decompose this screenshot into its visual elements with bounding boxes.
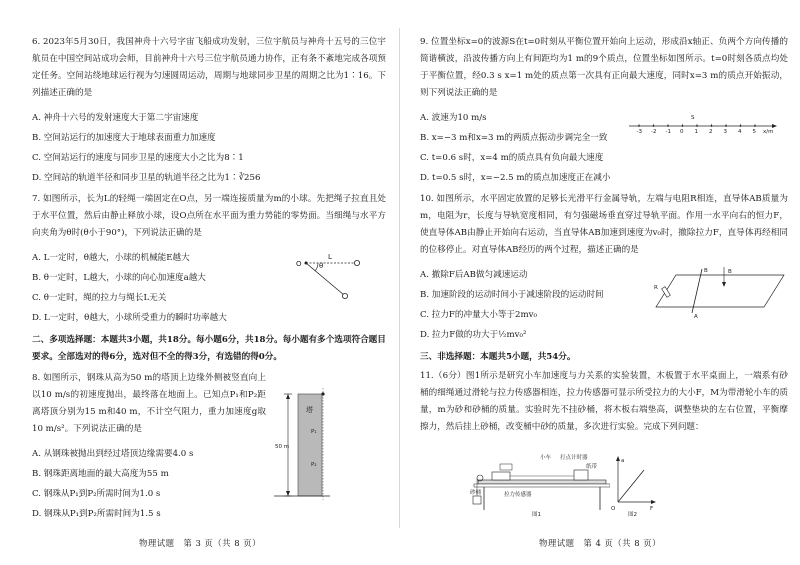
- axis-unit-label: x/m: [763, 129, 774, 134]
- question-7-option-b: B. θ一定时，L越大，小球的向心加速度a越大: [32, 273, 206, 283]
- question-10-option-d: D. 拉力F做的功大于½mv₀²: [420, 330, 527, 340]
- figure-1-caption: 图1: [532, 512, 541, 518]
- resistor-label: R: [654, 285, 658, 291]
- rail-figure: [652, 263, 788, 319]
- question-7-option-a: A. L一定时，θ越大，小球的机械能E越大: [32, 253, 190, 263]
- a-f-line: [618, 470, 644, 502]
- a-axis-label: a: [621, 458, 625, 464]
- f-axis-label: F: [650, 506, 654, 512]
- question-8-option-b: B. 钢珠距离地面的最大高度为55 m: [32, 469, 169, 479]
- section-3-heading: 三、非选择题：本题共5小题，共54分。: [420, 352, 576, 362]
- point-a-label: A: [694, 314, 698, 319]
- wave-axis-figure: [625, 112, 785, 134]
- question-6-option-d: D. 空间站的轨道半径和同步卫星的轨道半径之比为1∶∛256: [32, 173, 261, 183]
- conductor-ab: [692, 269, 702, 313]
- question-6-stem: 6. 2023年5月30日，我国神舟十六号字宙飞船成功发射，三位宇航员与神舟十五号的三位宇航员在中国空间站成功会师，目前神舟十六号三位宇航员通力协作，正有条不紊地完成各项预定任务。空间站绕地球运行视为匀速圆周运动，周期与地球同步卫星的周期之比为1∶16。下列描述正确的是: [32, 37, 386, 98]
- question-10-option-b: B. 加速阶段的运动时间小于减速阶段的运动时间: [420, 290, 604, 300]
- question-10-stem: 10. 如图所示，水平固定放置的足够长光滑平行金属导轨，左端与电阻R相连，直导体AB质量为m，电阻为r，长度与导轨宽度相同，有匀强磁场垂直穿过导轨平面。作用一水平向右的恒力F，使直导体AB由静止开始向右运动，当直导体AB加速到速度为v₀时，撤除拉力F，直导体再经相同的位移停止。对直导体AB经历的两个过程，描述正确的是: [420, 194, 788, 255]
- height-label: 50 m: [275, 444, 290, 450]
- particle-dot: [711, 125, 713, 127]
- angle-arc: [315, 263, 318, 271]
- particle-dot: [740, 125, 742, 127]
- question-7-option-c: C. θ一定时，绳的拉力与绳长L无关: [32, 293, 167, 303]
- p2-label: P₂: [311, 462, 317, 468]
- tower-figure: [274, 388, 330, 500]
- a-f-graph-figure-2: [608, 452, 658, 518]
- source-label: S: [691, 115, 695, 121]
- timer-label: 打点计时器: [560, 455, 588, 461]
- particle-dot: [682, 125, 684, 127]
- question-6-option-a: A. 神舟十六号的发射速度大于第二宇宙速度: [32, 113, 199, 123]
- left-page-footer: 物理试题 第 3 页（共 8 页）: [139, 538, 261, 548]
- axis-ticks: [637, 124, 757, 134]
- question-8-stem: 8. 如图所示，钢珠从高为50 m的塔顶上边缘外侧被竖直向上以10 m/s的初速度抛出，最终落在地面上。已知点P₁和P₂距离塔顶分别为15 m和40 m，不计空气阻力，重力加速度g取10 m/s²。下列说法正确的是: [32, 373, 266, 434]
- question-7-option-d: D. L一定时，θ越大，小球所受重力的瞬时功率越大: [32, 313, 227, 323]
- axis-tick-label: 3: [723, 129, 727, 134]
- cart: [492, 472, 510, 480]
- question-10-option-c: C. 拉力F的冲量大小等于2mv₀: [420, 310, 537, 320]
- p1-label: P₁: [311, 429, 317, 435]
- steel-ball: [321, 392, 324, 395]
- particle-dot: [653, 125, 655, 127]
- pendulum-figure: [292, 245, 372, 305]
- question-6-option-b: B. 空间站运行的加速度大于地球表面重力加速度: [32, 133, 216, 143]
- figure-2-caption: 图2: [628, 512, 637, 518]
- question-10-option-a: A. 撤除F后AB做匀减速运动: [420, 270, 528, 280]
- particle-dot: [667, 125, 669, 127]
- sensor-label: 拉力传感器: [504, 492, 532, 498]
- pivot-label: O: [296, 260, 302, 268]
- origin-label: O: [611, 506, 616, 512]
- sand-bucket: [473, 496, 481, 504]
- axis-tick-label: 1: [694, 129, 698, 134]
- axis-tick-label: -3: [636, 129, 642, 134]
- question-9-stem: 9. 位置坐标x=0的波源S在t=0时刻从平衡位置开始向上运动，形成沿x轴正、负两个方向传播的简谐横波，沿波传播方向上有间距均为1 m的9个质点，位置坐标如图所示。t=0时刻各质点均处于平衡位置，经0.3 s x=1 m处的质点第一次具有正向最大速度，同时x=3 m的质点开始振动，则下列说法正确的是: [420, 37, 788, 98]
- ball: [342, 293, 347, 298]
- cart-label: 小车: [540, 455, 552, 461]
- question-6-option-c: C. 空间站运行的速度与同步卫星的速度大小之比为8∶1: [32, 153, 244, 163]
- axis-tick-label: -2: [651, 129, 657, 134]
- tape-label: 纸带: [586, 464, 598, 470]
- question-7-stem: 7. 如图所示，长为L的轻绳一端固定在O点，另一端连接质量为m的小球。先把绳子拉直且处于水平位置，然后由静止释放小球，设O点所在水平面为重力势能的零势面。当细绳与水平方向夹角为θ时(θ小于90°)，下列说法正确的是: [32, 194, 386, 238]
- string-line: [306, 263, 344, 295]
- table-top: [474, 484, 610, 487]
- timer: [574, 470, 588, 480]
- experiment-apparatus-figure-1: [470, 450, 610, 518]
- board: [478, 480, 606, 484]
- question-8-option-c: C. 钢珠从P₁到P₂所需时间为1.0 s: [32, 489, 161, 499]
- particle-dot: [696, 125, 698, 127]
- particle-dot: [638, 125, 640, 127]
- question-8-option-d: D. 钢珠从P₁到P₂所需时间为1.5 s: [32, 509, 161, 519]
- axis-tick-label: 0: [680, 129, 684, 134]
- axis-tick-label: 2: [709, 129, 713, 134]
- right-page-footer: 物理试题 第 4 页（共 8 页）: [539, 538, 661, 548]
- x-axis-arrow: [772, 124, 777, 128]
- axis-tick-label: 4: [738, 129, 742, 134]
- rail-plane: [656, 275, 784, 307]
- bucket-label: 砂桶: [470, 490, 482, 496]
- ball-initial: [354, 260, 359, 265]
- particle-dot: [754, 125, 756, 127]
- question-8-option-a: A. 从钢珠被抛出到经过塔顶边缘需要4.0 s: [32, 449, 194, 459]
- b-field-arrow-head: [722, 282, 726, 287]
- arrow-head-top: [286, 394, 290, 399]
- right-page: [400, 0, 800, 565]
- section-2-heading: 二、多项选择题：本题共3小题，共18分。每小题6分，共18分。每小题有多个选项符合题目要求。全部选对的得6分，选对但不全的得3分，有选错的得0分。: [32, 335, 386, 362]
- particle-dot: [725, 125, 727, 127]
- question-9-option-a: A. 波速为10 m/s: [420, 113, 487, 123]
- point-b-label: B: [704, 268, 708, 274]
- question-11-stem: 11.（6分）图1所示是研究小车加速度与力关系的实验装置，木板置于水平桌面上，一端系有砂桶的细绳通过滑轮与拉力传感器相连，拉力传感器可显示所受拉力的大小F，M为带滑轮小车的质量，m为砂和砂桶的质量。实验时先不挂砂桶，将木板右端垫高，调整垫块的左右位置，平衡摩擦力，然后挂上砂桶，改变桶中砂的质量，多次进行实验。完成下列问题：: [420, 371, 788, 432]
- question-9-option-d: D. t=0.5 s时，x=−2.5 m的质点加速度正在减小: [420, 173, 611, 183]
- axis-tick-label: 5: [752, 129, 756, 134]
- magnetic-field-label: B: [728, 269, 732, 275]
- a-axis-arrow: [616, 456, 620, 461]
- f-axis-arrow: [651, 500, 656, 504]
- theta-label: θ: [319, 262, 324, 270]
- length-label: L: [328, 253, 332, 261]
- question-9-option-b: B. x=−3 m和x=3 m的两质点振动步调完全一致: [420, 133, 608, 143]
- force-sensor: [500, 464, 512, 470]
- axis-tick-label: -1: [665, 129, 671, 134]
- tower-label: 塔: [306, 406, 313, 414]
- question-9-option-c: C. t=0.6 s时，x=4 m的质点具有负向最大速度: [420, 153, 604, 163]
- arrow-head-bottom: [286, 491, 290, 496]
